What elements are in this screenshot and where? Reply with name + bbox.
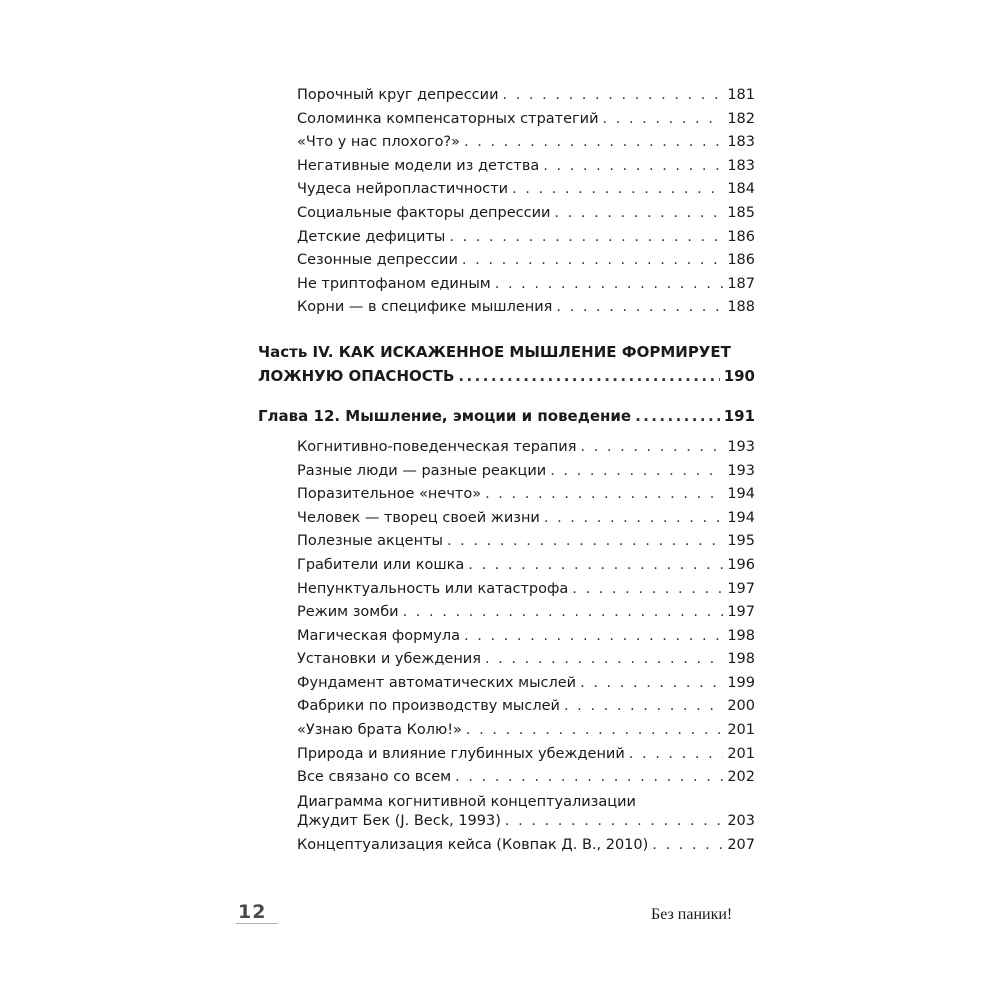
toc-entry — [297, 627, 755, 645]
toc-entry-page: 193 — [727, 439, 755, 455]
toc-leader-dots — [495, 275, 724, 293]
page-number-rule — [236, 923, 278, 924]
toc-entry — [297, 438, 755, 456]
toc-leader-dots — [485, 485, 723, 503]
part-heading-line2: ЛОЖНУЮ ОПАСНОСТЬ — [258, 367, 455, 385]
toc-entry-page: 197 — [727, 581, 755, 597]
toc-entry — [297, 485, 755, 503]
toc-leader-dots — [580, 674, 723, 692]
toc-leader-dots — [629, 745, 724, 763]
toc-leader-dots — [464, 627, 723, 645]
toc-entry — [297, 157, 755, 175]
toc-entry-title: Режим зомби — [297, 604, 399, 620]
running-title: Без паники! — [651, 906, 733, 923]
toc-entry-page: 202 — [727, 769, 755, 785]
toc-entry — [297, 580, 755, 598]
toc-entry-page: 183 — [727, 134, 755, 150]
toc-entry-title: Когнитивно-поведенческая терапия — [297, 439, 577, 455]
toc-entry-page: 201 — [727, 746, 755, 762]
toc-leader-dots — [466, 721, 723, 739]
toc-entry-title: Поразительное «нечто» — [297, 486, 482, 502]
toc-leader-dots — [652, 836, 723, 854]
toc-leader-dots — [556, 298, 723, 316]
toc-entry-title: Не триптофаном единым — [297, 276, 491, 292]
toc-entry — [297, 674, 755, 692]
toc-entry-title: Негативные модели из детства — [297, 158, 540, 174]
toc-entry-title: Установки и убеждения — [297, 651, 481, 667]
toc-entry-title: Порочный круг депрессии — [297, 87, 499, 103]
toc-leader-dots — [447, 532, 723, 550]
toc-entry — [297, 228, 755, 246]
toc-entry — [297, 133, 755, 151]
toc-entry-page: 201 — [727, 722, 755, 738]
toc-entry-title: Детские дефициты — [297, 229, 446, 245]
toc-entry — [297, 298, 755, 316]
toc-entry-page: 196 — [727, 557, 755, 573]
toc-entry — [297, 251, 755, 269]
toc-leader-dots — [455, 768, 723, 786]
toc-entry — [297, 509, 755, 527]
toc-entry-title: Социальные факторы депрессии — [297, 205, 551, 221]
toc-leader-dots — [464, 133, 723, 151]
toc-entry — [297, 110, 755, 128]
toc-entry-title-line2: Джудит Бек (J. Beck, 1993) — [297, 813, 501, 829]
chapter-heading — [258, 407, 755, 425]
toc-leader-dots — [572, 580, 723, 598]
toc-entry-title: Непунктуальность или катастрофа — [297, 581, 569, 597]
toc-entry — [297, 204, 755, 222]
toc-entry-page: 186 — [727, 229, 755, 245]
toc-entry — [297, 812, 755, 830]
page-number: 12 — [238, 901, 267, 923]
toc-leader-dots — [554, 204, 723, 222]
toc-entry-title: Фундамент автоматических мыслей — [297, 675, 577, 691]
toc-entry-title: Концептуализация кейса (Ковпак Д. В., 2010) — [297, 837, 649, 853]
toc-entry-title: Чудеса нейропластичности — [297, 181, 509, 197]
toc-entry-page: 194 — [727, 486, 755, 502]
toc-entry-title: Грабители или кошка — [297, 557, 465, 573]
toc-leader-dots — [505, 812, 723, 830]
toc-entry-title: Все связано со всем — [297, 769, 452, 785]
toc-leader-dots — [468, 556, 723, 574]
toc-entry — [297, 86, 755, 104]
toc-entry-title: «Что у нас плохого?» — [297, 134, 461, 150]
toc-entry-page: 207 — [727, 837, 755, 853]
toc-entry-title: «Узнаю брата Колю!» — [297, 722, 462, 738]
toc-entry — [297, 650, 755, 668]
toc-leader-dots — [564, 697, 723, 715]
toc-entry-title: Фабрики по производству мыслей — [297, 698, 560, 714]
toc-leader-dots — [485, 650, 723, 668]
toc-entry-page: 194 — [727, 510, 755, 526]
toc-entry — [297, 836, 755, 854]
toc-entry-title: Корни — в специфике мышления — [297, 299, 553, 315]
toc-entry-page: 183 — [727, 158, 755, 174]
toc-entry — [297, 275, 755, 293]
toc-entry-title: Сезонные депрессии — [297, 252, 458, 268]
toc-entry-page: 198 — [727, 651, 755, 667]
toc-entry-title-line1: Диаграмма когнитивной концептуализации — [297, 794, 636, 810]
toc-entry — [297, 768, 755, 786]
toc-entry-title: Полезные акценты — [297, 533, 443, 549]
chapter-title: Глава 12. Мышление, эмоции и поведение — [258, 407, 632, 425]
toc-leader-dots — [603, 110, 724, 128]
part-heading — [258, 367, 755, 385]
toc-entry-title: Соломинка компенсаторных стратегий — [297, 111, 599, 127]
toc-leader-dots — [580, 438, 723, 456]
toc-leader-dots — [635, 407, 720, 425]
toc-entry — [297, 532, 755, 550]
toc-entry-page: 184 — [727, 181, 755, 197]
toc-entry — [297, 462, 755, 480]
chapter-page: 191 — [723, 407, 755, 425]
toc-entry-page: 203 — [727, 813, 755, 829]
toc-leader-dots — [449, 228, 723, 246]
toc-leader-dots — [503, 86, 724, 104]
toc-entry-page: 199 — [727, 675, 755, 691]
toc-entry — [297, 745, 755, 763]
toc-entry-page: 185 — [727, 205, 755, 221]
toc-leader-dots — [550, 462, 723, 480]
toc-entry-page: 197 — [727, 604, 755, 620]
toc-entry-title: Магическая формула — [297, 628, 461, 644]
toc-leader-dots — [403, 603, 724, 621]
toc-leader-dots — [462, 251, 723, 269]
toc-entry-title: Человек — творец своей жизни — [297, 510, 540, 526]
toc-entry-page: 186 — [727, 252, 755, 268]
part-page: 190 — [723, 367, 755, 385]
toc-leader-dots — [543, 157, 723, 175]
toc-entry-title: Разные люди — разные реакции — [297, 463, 547, 479]
toc-entry-page: 198 — [727, 628, 755, 644]
toc-entry-title: Природа и влияние глубинных убеждений — [297, 746, 625, 762]
toc-entry — [297, 180, 755, 198]
toc-leader-dots — [458, 367, 719, 385]
toc-entry — [297, 697, 755, 715]
toc-entry-page: 187 — [727, 276, 755, 292]
toc-entry — [297, 603, 755, 621]
toc-entry-page: 200 — [727, 698, 755, 714]
toc-entry — [297, 721, 755, 739]
toc-leader-dots — [512, 180, 723, 198]
part-heading-line1: Часть IV. КАК ИСКАЖЕННОЕ МЫШЛЕНИЕ ФОРМИРУЕТ — [258, 343, 731, 361]
toc-entry-page: 182 — [727, 111, 755, 127]
toc-entry-page: 188 — [727, 299, 755, 315]
toc-entry-page: 181 — [727, 87, 755, 103]
toc-entry-page: 195 — [727, 533, 755, 549]
toc-entry-page: 193 — [727, 463, 755, 479]
toc-entry — [297, 556, 755, 574]
toc-leader-dots — [544, 509, 723, 527]
